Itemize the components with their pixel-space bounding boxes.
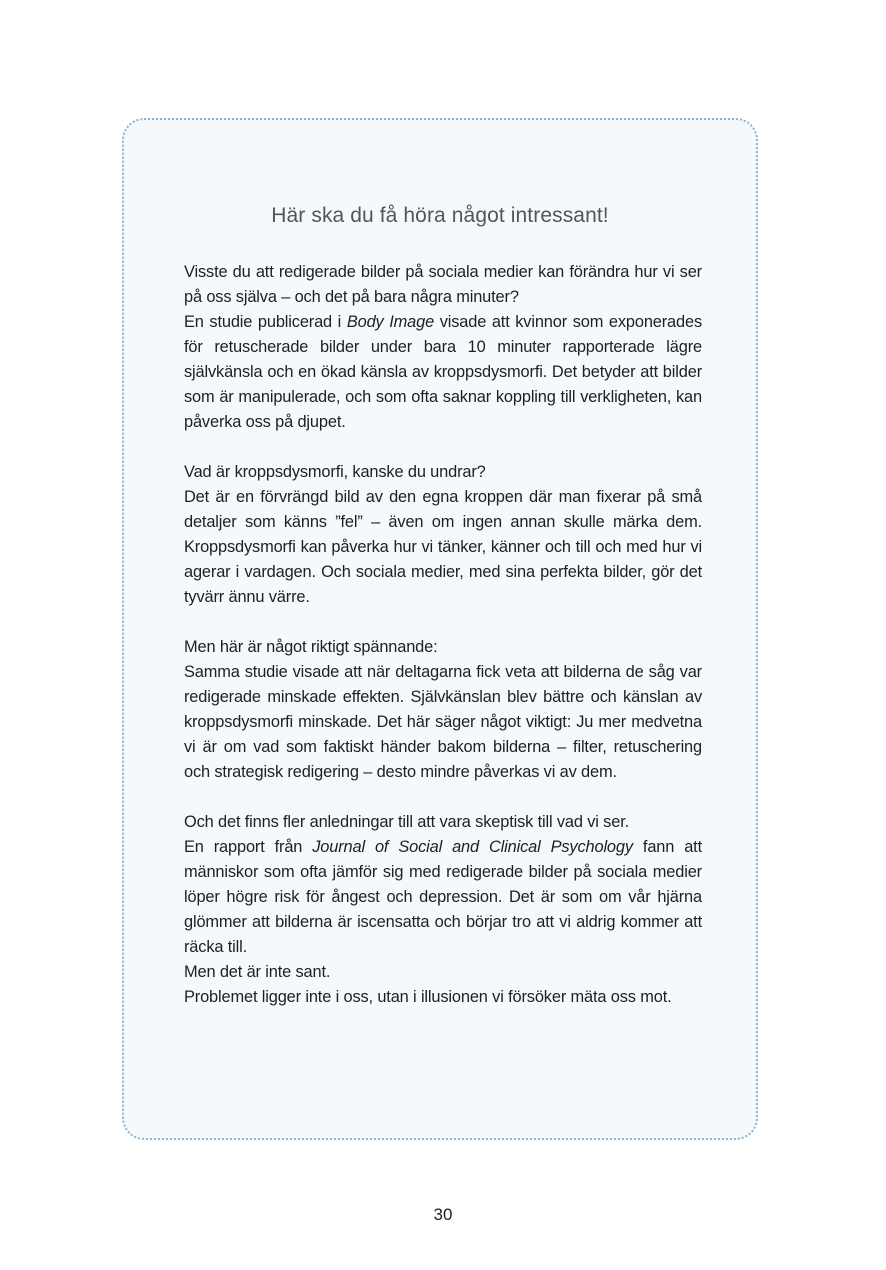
- paragraph-line: Problemet ligger inte i oss, utan i illusionen vi försöker mäta oss mot.: [184, 988, 672, 1006]
- paragraph-line: Det är en förvrängd bild av den egna kroppen där man fixerar på små detaljer som känns ”fel” – även om ingen annan skulle märka dem. Kroppsdysmorfi kan påverka hur vi tänker, känner och till och med hur vi agerar i vardagen. Och sociala medier, med sina perfekta bilder, gör det tyvärr ännu värre.: [184, 488, 702, 606]
- info-box: [122, 118, 758, 1140]
- box-body: [184, 260, 702, 1010]
- paragraph-line: Visste du att redigerade bilder på sociala medier kan förändra hur vi ser på oss själva – och det på bara några minuter?: [184, 263, 702, 306]
- paragraph-line: Och det finns fler anledningar till att vara skeptisk till vad vi ser.: [184, 813, 630, 831]
- text-fragment: En rapport från: [184, 838, 313, 856]
- page-number: 30: [433, 1205, 453, 1224]
- text-fragment: En studie publicerad i: [184, 313, 347, 331]
- box-title: Här ska du få höra något intressant!: [271, 204, 609, 227]
- text-fragment: fann att människor som ofta jämför sig med redigerade bilder på sociala medier löper högre risk för ångest och depression. Det är som om vår hjärna glömmer att bilderna är iscensatta och börjar tro att vi aldrig kommer att räcka till.: [184, 838, 702, 956]
- paragraph-awareness: [184, 635, 702, 785]
- text-fragment: visade att kvinnor som exponerades för retuscherade bilder under bara 10 minuter rapporterade lägre självkänsla och en ökad känsla av kroppsdysmorfi. Det betyder att bilder som är manipulerade, och som ofta saknar koppling till verkligheten, kan påverka oss på djupet.: [184, 313, 702, 431]
- paragraph-line: Men det är inte sant.: [184, 963, 331, 981]
- paragraph-line: Samma studie visade att när deltagarna fick veta att bilderna de såg var redigerade minskade effekten. Självkänslan blev bättre och känslan av kroppsdysmorfi minskade. Det här säger något viktigt: Ju mer medvetna vi är om vad som faktiskt händer bakom bilderna – filter, retuschering och strategisk redigering – desto mindre påverkas vi av dem.: [184, 663, 702, 781]
- paragraph-line: Vad är kroppsdysmorfi, kanske du undrar?: [184, 463, 486, 481]
- paragraph-line: [184, 835, 702, 960]
- paragraph-skepticism: [184, 810, 702, 1010]
- journal-title: Body Image: [346, 313, 435, 331]
- paragraph-study-intro: [184, 260, 702, 435]
- paragraph-line: [184, 310, 702, 435]
- paragraph-body-dysmorphia: [184, 460, 702, 610]
- paragraph-line: Men här är något riktigt spännande:: [184, 638, 438, 656]
- journal-title: Journal of Social and Clinical Psychology: [312, 838, 633, 856]
